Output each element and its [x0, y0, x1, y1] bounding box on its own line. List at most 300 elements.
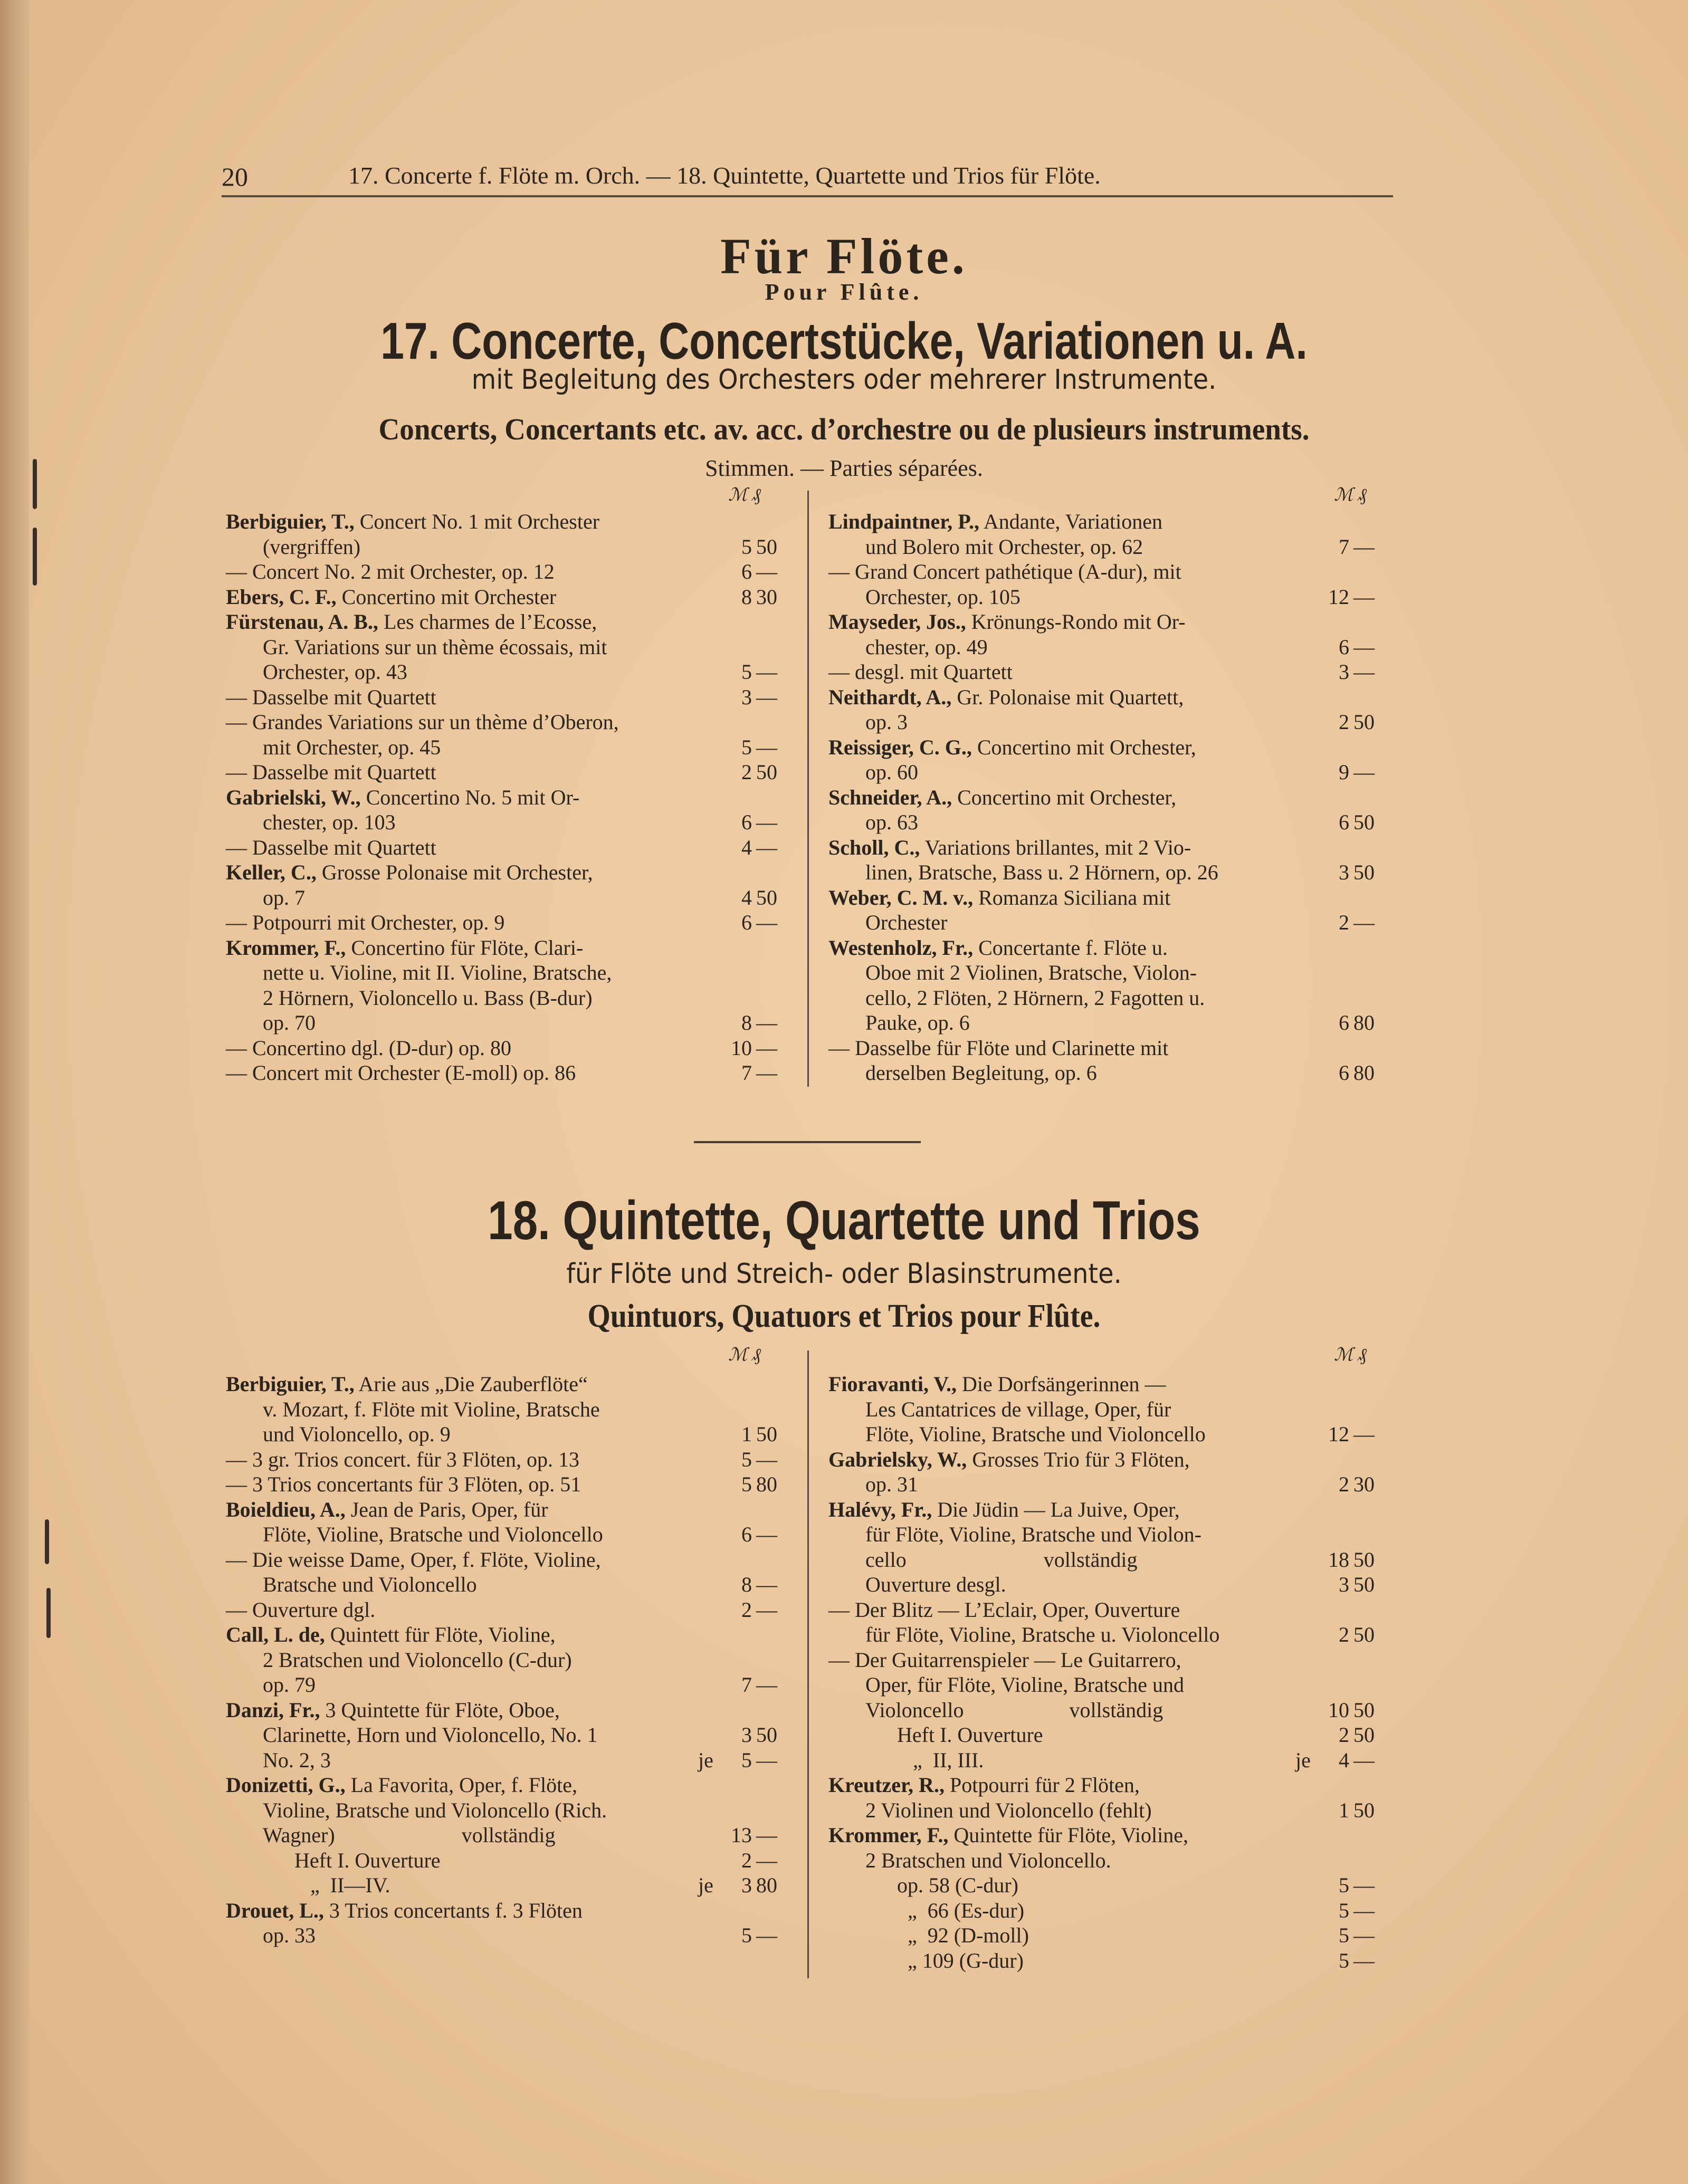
work-description: Die Dorfsängerinnen — — [957, 1372, 1166, 1396]
price — [724, 1773, 788, 1797]
entry-text — [263, 1522, 603, 1547]
catalog-entry-line — [828, 1010, 1398, 1035]
catalog-entry-line — [226, 1898, 796, 1923]
price-mark: 5 — [741, 735, 752, 759]
catalog-entry-line — [226, 935, 796, 960]
price-mark: 2 — [1339, 1472, 1349, 1496]
price — [1322, 1698, 1385, 1722]
price — [724, 1547, 788, 1572]
price — [1322, 659, 1385, 684]
catalog-entry-line — [226, 735, 796, 760]
price — [1322, 635, 1385, 659]
catalog-entry-line — [828, 1572, 1398, 1597]
currency-header: ℳ ₰ — [728, 1345, 761, 1365]
price — [1322, 885, 1385, 910]
catalog-entry-line — [828, 1472, 1398, 1497]
price-pfennig: — — [1353, 1422, 1375, 1446]
price — [724, 1572, 788, 1597]
catalog-entry-line — [226, 1798, 796, 1823]
catalog-entry-line — [828, 810, 1398, 835]
price-pfennig: — — [756, 835, 777, 859]
per-item-marker: je — [1295, 1748, 1311, 1772]
composer-name: Danzi, Fr., — [226, 1698, 320, 1722]
work-description: — Concert mit Orchester (E-moll) op. 86 — [226, 1061, 576, 1085]
catalog-entry-line — [828, 609, 1398, 634]
price — [1322, 735, 1385, 760]
entry-text — [865, 534, 1143, 559]
catalog-entry-line — [828, 760, 1398, 784]
entry-text — [865, 1948, 1024, 1973]
composer-name: Mayseder, Jos., — [828, 610, 966, 634]
header-rule — [222, 195, 1393, 197]
work-description: op. 3 — [865, 710, 908, 734]
composer-name: Gabrielsky, W., — [828, 1447, 967, 1471]
composer-name: Kreutzer, R., — [828, 1773, 945, 1797]
work-description: Potpourri für 2 Flöten, — [944, 1773, 1140, 1797]
price-pfennig: 30 — [756, 585, 777, 609]
price-mark: 5 — [741, 534, 752, 559]
price-pfennig: — — [756, 735, 777, 759]
work-description: für Flöte, Violine, Bratsche u. Violoncello — [865, 1623, 1220, 1646]
catalog-entry-line — [828, 1672, 1398, 1697]
catalog-entry-line — [226, 1010, 796, 1035]
price — [1322, 1798, 1385, 1823]
price-mark: 5 — [1339, 1923, 1349, 1947]
entry-text — [828, 1647, 1181, 1672]
composer-name: Krommer, F., — [226, 935, 346, 960]
entry-text — [865, 1748, 984, 1773]
composer-name: Fürstenau, A. B., — [226, 610, 378, 634]
entry-text — [865, 810, 918, 835]
entry-text — [828, 685, 1184, 710]
entry-text — [828, 1447, 1190, 1472]
catalog-entry-line — [226, 1622, 796, 1647]
price-pfennig: — — [756, 810, 777, 834]
catalog-entry-line — [226, 1823, 796, 1847]
price-pfennig: 50 — [1353, 1623, 1375, 1646]
price-mark: 3 — [1339, 1573, 1349, 1596]
work-description: No. 2, 3 — [263, 1748, 331, 1772]
entry-text — [226, 910, 504, 935]
work-description: (vergriffen) — [263, 534, 361, 559]
entry-text — [263, 960, 612, 985]
entry-text — [828, 835, 1191, 860]
entry-text — [263, 885, 305, 910]
price-pfennig: 30 — [1353, 1472, 1375, 1496]
price-pfennig: 50 — [1353, 1698, 1375, 1722]
price-pfennig: 50 — [1353, 1547, 1375, 1572]
price-mark: 3 — [741, 1723, 752, 1747]
price-mark: 13 — [731, 1823, 752, 1847]
price — [1322, 1447, 1385, 1472]
catalog-entry-line — [828, 1060, 1398, 1085]
page-title: Für Flöte. — [720, 228, 968, 284]
price-mark: 10 — [731, 1036, 752, 1060]
entry-text — [226, 1497, 548, 1522]
section-17-subtitle-fr: Concerts, Concertants etc. av. acc. d’orchestre ou de plusieurs instruments. — [378, 412, 1310, 446]
work-description: Orchester, op. 105 — [865, 585, 1021, 609]
catalog-entry-line — [226, 659, 796, 684]
price-pfennig: 80 — [756, 1873, 777, 1897]
entry-text — [263, 1572, 477, 1597]
work-description: Krönungs-Rondo mit Or- — [966, 610, 1186, 634]
price — [724, 1372, 788, 1396]
entry-text — [263, 1798, 607, 1823]
price-mark: 3 — [741, 685, 752, 709]
entry-text — [226, 1597, 375, 1622]
entry-text — [828, 1497, 1180, 1522]
catalog-entry-line — [226, 835, 796, 860]
catalog-entry-line — [828, 1773, 1398, 1797]
price-pfennig: — — [756, 1823, 777, 1847]
work-description: La Favorita, Oper, f. Flöte, — [345, 1773, 578, 1797]
entry-text — [263, 1722, 598, 1747]
composer-name: Halévy, Fr., — [828, 1497, 932, 1521]
price-pfennig: 50 — [1353, 1798, 1375, 1822]
price-mark: 5 — [741, 660, 752, 684]
section-18-subtitle-de: für Flöte und Streich- oder Blasinstrumente. — [566, 1258, 1122, 1290]
work-description: Bratsche und Violoncello — [263, 1573, 477, 1596]
entry-text — [865, 860, 1218, 885]
price-pfennig: 50 — [1353, 810, 1375, 834]
entry-text — [865, 1798, 1152, 1823]
catalog-entry-line — [828, 1547, 1398, 1572]
price-mark: 6 — [1339, 810, 1349, 834]
entry-text — [226, 1622, 556, 1647]
entry-text — [828, 1372, 1166, 1396]
catalog-entry-line — [828, 860, 1398, 885]
catalog-entry-line — [828, 1748, 1398, 1773]
price — [724, 1647, 788, 1672]
work-description: Oper, für Flöte, Violine, Bratsche und — [865, 1673, 1185, 1697]
currency-header: ℳ ₰ — [728, 485, 761, 505]
work-description: 2 Bratschen und Violoncello (C-dur) — [263, 1647, 572, 1672]
catalog-entry-line — [226, 685, 796, 710]
catalog-entry-line — [226, 885, 796, 910]
catalog-entry-line — [828, 509, 1398, 534]
price — [724, 935, 788, 960]
catalog-entry-line — [226, 635, 796, 659]
catalog-entry-line — [226, 1647, 796, 1672]
work-description: Quintett für Flöte, Violine, — [325, 1623, 556, 1646]
entry-text — [226, 710, 619, 734]
entry-text — [263, 1647, 572, 1672]
price — [724, 1522, 788, 1547]
entry-text — [865, 1698, 1163, 1722]
composer-name: Reissiger, C. G., — [828, 735, 972, 759]
price — [724, 1397, 788, 1422]
price — [724, 1622, 788, 1647]
entry-text — [828, 559, 1181, 584]
catalog-entry-line — [828, 635, 1398, 659]
work-description: — Concert No. 2 mit Orchester, op. 12 — [226, 560, 555, 583]
price-mark: 5 — [1339, 1873, 1349, 1897]
entry-text — [828, 885, 1170, 910]
work-description: cello vollständig — [865, 1547, 1138, 1572]
price — [1322, 1597, 1385, 1622]
catalog-entry-line — [828, 785, 1398, 810]
work-description: — Concertino dgl. (D-dur) op. 80 — [226, 1036, 512, 1060]
entry-text — [865, 1060, 1097, 1085]
section-17-subtitle-de: mit Begleitung des Orchesters oder mehrerer Instrumente. — [471, 364, 1217, 396]
price-mark: 4 — [741, 835, 752, 859]
price-pfennig: 50 — [1353, 1723, 1375, 1747]
price-pfennig: 50 — [756, 760, 777, 784]
work-description: — Dasselbe für Flöte und Clarinette mit — [828, 1036, 1169, 1060]
price — [1322, 1422, 1385, 1447]
price-mark: 10 — [1328, 1698, 1349, 1722]
composer-name: Krommer, F., — [828, 1823, 949, 1847]
work-description: Quintette für Flöte, Violine, — [948, 1823, 1188, 1847]
price — [1322, 534, 1385, 559]
work-description: Les charmes de l’Ecosse, — [378, 610, 597, 634]
price — [1322, 509, 1385, 534]
catalog-entry-line — [828, 585, 1398, 609]
catalog-entry-line — [226, 785, 796, 810]
price — [724, 1848, 788, 1873]
price-mark: 8 — [741, 1573, 752, 1596]
work-description: chester, op. 49 — [865, 635, 988, 659]
price-mark: 5 — [741, 1447, 752, 1471]
catalog-entry-line — [828, 1597, 1398, 1622]
composer-name: Donizetti, G., — [226, 1773, 346, 1797]
price — [724, 1060, 788, 1085]
work-description: für Flöte, Violine, Bratsche und Violon- — [865, 1522, 1201, 1546]
entry-text — [226, 1472, 581, 1497]
price — [1322, 1672, 1385, 1697]
price — [724, 1923, 788, 1948]
price — [724, 635, 788, 659]
catalog-entry-line — [226, 1497, 796, 1522]
entry-text — [828, 659, 1013, 684]
price — [724, 1597, 788, 1622]
price-mark: 7 — [741, 1673, 752, 1697]
catalog-entry-line — [828, 1823, 1398, 1847]
price — [724, 1036, 788, 1060]
work-description: Violine, Bratsche und Violoncello (Rich. — [263, 1798, 607, 1822]
catalog-entry-line — [828, 935, 1398, 960]
price-mark: 2 — [741, 760, 752, 784]
price-mark: 6 — [1339, 1061, 1349, 1085]
composer-name: Weber, C. M. v., — [828, 885, 974, 909]
price-mark: 9 — [1339, 760, 1349, 784]
price-mark: 5 — [741, 1472, 752, 1496]
price-pfennig: 50 — [756, 534, 777, 559]
price — [724, 785, 788, 810]
price — [1322, 559, 1385, 584]
price-pfennig: — — [1353, 585, 1375, 609]
work-description: derselben Begleitung, op. 6 — [865, 1061, 1097, 1085]
price-mark: 4 — [741, 885, 752, 909]
entry-text — [226, 1898, 583, 1923]
work-description: Romanza Siciliana mit — [973, 885, 1171, 909]
entry-text — [865, 1522, 1201, 1547]
catalog-entry-line — [828, 534, 1398, 559]
currency-header: ℳ ₰ — [1334, 1345, 1367, 1365]
price-mark: 18 — [1328, 1547, 1349, 1572]
work-description: — Dasselbe mit Quartett — [226, 685, 436, 709]
price-mark: 3 — [741, 1873, 752, 1897]
price-mark: 1 — [741, 1422, 752, 1446]
work-description: — Die weisse Dame, Oper, f. Flöte, Violine, — [226, 1547, 601, 1572]
catalog-entry-line — [226, 534, 796, 559]
catalog-entry-line — [226, 1698, 796, 1722]
work-description: mit Orchester, op. 45 — [263, 735, 441, 759]
work-description: cello, 2 Flöten, 2 Hörnern, 2 Fagotten u. — [865, 985, 1205, 1010]
catalog-entry-line — [828, 1698, 1398, 1722]
price-pfennig: 80 — [1353, 1061, 1375, 1085]
catalog-entry-line — [226, 985, 796, 1010]
work-description: „ 66 (Es-dur) — [865, 1898, 1025, 1922]
price-mark: 3 — [1339, 660, 1349, 684]
price-pfennig: 50 — [756, 885, 777, 909]
price-mark: 7 — [1339, 534, 1349, 559]
catalog-entry-line — [828, 1898, 1398, 1923]
price-mark: 8 — [741, 585, 752, 609]
work-description: — desgl. mit Quartett — [828, 660, 1013, 684]
work-description: „ 92 (D-moll) — [865, 1923, 1029, 1947]
price — [1322, 685, 1385, 710]
entry-text — [865, 1873, 1018, 1898]
entry-text — [263, 1873, 390, 1898]
price-pfennig: 80 — [756, 1472, 777, 1496]
price — [724, 559, 788, 584]
entry-text — [828, 935, 1168, 960]
price-mark: 2 — [1339, 1623, 1349, 1646]
entry-text — [865, 1547, 1138, 1572]
catalog-entry-line — [828, 710, 1398, 734]
price-pfennig: — — [1353, 760, 1375, 784]
entry-text — [865, 985, 1205, 1010]
price — [1322, 860, 1385, 885]
price — [724, 534, 788, 559]
section-17-note: Stimmen. — Parties séparées. — [705, 455, 983, 481]
price — [724, 1672, 788, 1697]
work-description: — Dasselbe mit Quartett — [226, 760, 436, 784]
catalog-entry-line — [226, 1422, 796, 1447]
composer-name: Drouet, L., — [226, 1898, 324, 1922]
entry-text — [263, 1672, 316, 1697]
entry-text — [865, 960, 1197, 985]
section-divider — [694, 1141, 921, 1143]
per-item-marker: je — [698, 1748, 713, 1772]
price — [724, 609, 788, 634]
entry-text — [263, 1923, 316, 1948]
catalog-entry-line — [226, 585, 796, 609]
entry-text — [865, 710, 908, 734]
price — [1322, 1898, 1385, 1923]
column-divider — [807, 491, 809, 1087]
entry-text — [828, 1597, 1180, 1622]
work-description: Concert No. 1 mit Orchester — [354, 510, 600, 533]
price-pfennig: — — [756, 1597, 777, 1622]
price — [1322, 1572, 1385, 1597]
price — [724, 685, 788, 710]
work-description: — Ouverture dgl. — [226, 1597, 376, 1622]
catalog-entry-line — [828, 559, 1398, 584]
price — [724, 735, 788, 760]
price-mark: 5 — [741, 1923, 752, 1947]
catalog-entry-line — [226, 860, 796, 885]
running-header — [222, 157, 1393, 194]
entry-text — [828, 1823, 1188, 1847]
price — [1322, 910, 1385, 935]
catalog-entry-line — [226, 509, 796, 534]
entry-text — [828, 1036, 1168, 1060]
composer-name: Ebers, C. F., — [226, 585, 337, 609]
entry-text — [226, 1372, 588, 1396]
price — [724, 860, 788, 885]
work-description: — Potpourri mit Orchester, op. 9 — [226, 911, 505, 934]
entry-text — [263, 1422, 451, 1447]
catalog-entry-line — [226, 1848, 796, 1873]
catalog-entry-line — [828, 1372, 1398, 1396]
catalog-entry-line — [226, 559, 796, 584]
work-description: 3 Trios concertants f. 3 Flöten — [323, 1898, 583, 1922]
price — [1322, 1547, 1385, 1572]
price — [724, 1748, 788, 1773]
price — [1322, 1060, 1385, 1085]
price-mark: 2 — [741, 1597, 752, 1622]
price — [724, 960, 788, 985]
margin-mark — [45, 1519, 49, 1564]
entry-text — [226, 785, 579, 810]
catalog-entry-line — [226, 1547, 796, 1572]
work-description: Variations brillantes, mit 2 Vio- — [920, 835, 1191, 859]
catalog-entry-line — [828, 1497, 1398, 1522]
price-mark: 2 — [1339, 710, 1349, 734]
price — [1322, 760, 1385, 784]
work-description: Wagner) vollständig — [263, 1823, 556, 1847]
entry-text — [263, 1823, 555, 1847]
catalog-entry-line — [226, 1572, 796, 1597]
catalog-entry-line — [828, 960, 1398, 985]
price — [1322, 1848, 1385, 1873]
entry-text — [865, 1422, 1206, 1447]
price-pfennig: — — [756, 685, 777, 709]
price-mark: 5 — [1339, 1898, 1349, 1922]
price-pfennig: 50 — [1353, 860, 1375, 884]
work-description: Oboe mit 2 Violinen, Bratsche, Violon- — [865, 961, 1197, 984]
catalog-entry-line — [226, 1522, 796, 1547]
work-description: Flöte, Violine, Bratsche und Violoncello — [865, 1422, 1206, 1446]
work-description: Ouverture desgl. — [865, 1573, 1006, 1596]
work-description: v. Mozart, f. Flöte mit Violine, Bratsche — [263, 1397, 600, 1421]
entry-text — [226, 935, 583, 960]
price — [724, 760, 788, 784]
price-mark: 6 — [1339, 1011, 1349, 1034]
composer-name: Schneider, A., — [828, 785, 952, 809]
price-pfennig: — — [1353, 911, 1375, 934]
work-description: Gr. Polonaise mit Quartett, — [951, 685, 1184, 709]
price-pfennig: — — [1353, 1748, 1375, 1772]
catalog-entry-line — [828, 1848, 1398, 1873]
catalog-entry-line — [226, 1397, 796, 1422]
entry-text — [865, 910, 947, 935]
catalog-entry-line — [226, 1372, 796, 1396]
price — [724, 810, 788, 835]
work-description: op. 33 — [263, 1923, 316, 1947]
price-pfennig: 50 — [756, 1422, 777, 1446]
price-pfennig: — — [756, 911, 777, 934]
work-description: — Grand Concert pathétique (A-dur), mit — [828, 560, 1181, 583]
price — [724, 1472, 788, 1497]
running-title: 17. Concerte f. Flöte m. Orch. — 18. Quintette, Quartette und Trios für Flöte. — [348, 162, 1101, 189]
catalog-entry-line — [226, 1748, 796, 1773]
entry-text — [263, 1397, 600, 1422]
price — [1322, 585, 1385, 609]
work-description: Concertino mit Orchester, — [971, 735, 1196, 759]
